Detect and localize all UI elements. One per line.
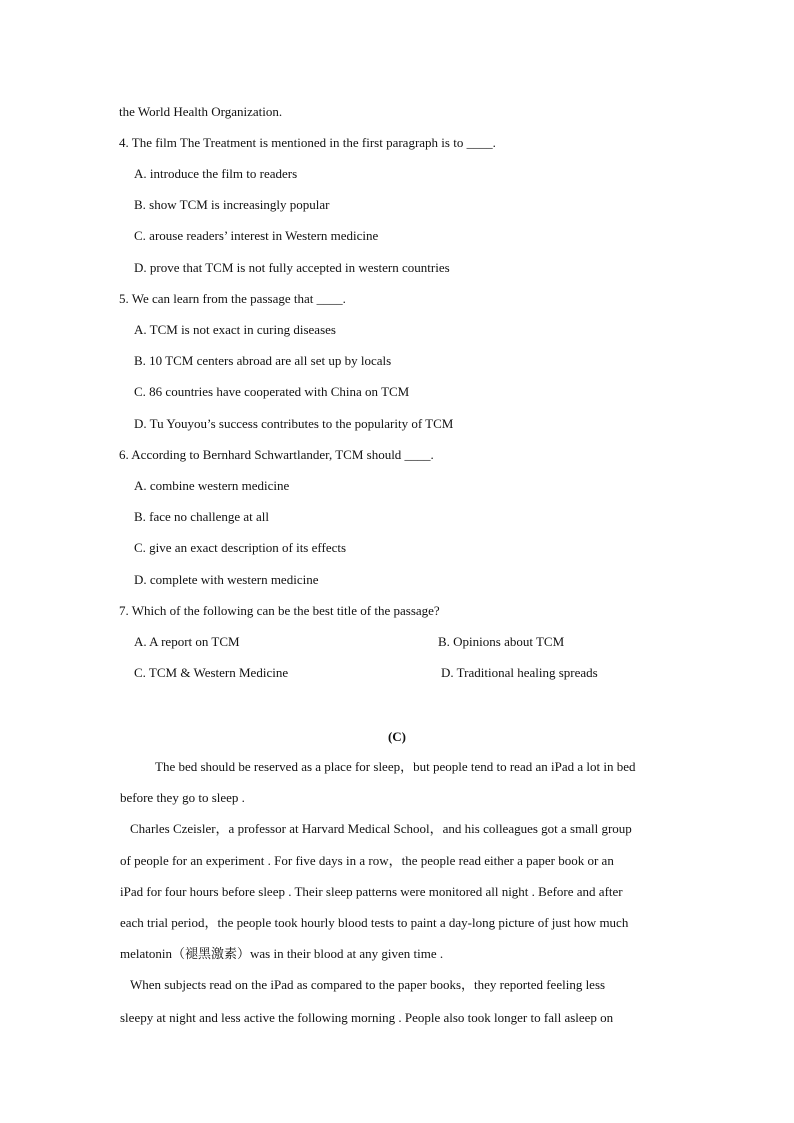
section-c-line-6: each trial period，the people took hourly blood tests to paint a day-long picture of just how much xyxy=(120,915,629,930)
section-c-line-1: The bed should be reserved as a place for sleep，but people tend to read an iPad a lot in bed xyxy=(155,759,636,774)
question-4-option-a: A. introduce the film to readers xyxy=(134,166,298,181)
question-5-option-d: D. Tu Youyou’s success contributes to the popularity of TCM xyxy=(134,416,454,431)
question-4-stem: 4. The film The Treatment is mentioned in the first paragraph is to ____. xyxy=(119,135,496,150)
question-7-option-b: B. Opinions about TCM xyxy=(438,634,565,649)
section-c-line-3: Charles Czeisler，a professor at Harvard Medical School，and his colleagues got a small group xyxy=(130,821,632,836)
section-c-line-9: sleepy at night and less active the following morning . People also took longer to fall asleep on xyxy=(120,1010,614,1025)
question-7-option-a: A. A report on TCM xyxy=(134,634,240,649)
question-7-option-d: D. Traditional healing spreads xyxy=(441,665,598,680)
passage-b-tail: the World Health Organization. xyxy=(119,104,283,119)
section-c-heading: (C) xyxy=(387,729,407,744)
question-6-option-d: D. complete with western medicine xyxy=(134,572,319,587)
question-4-option-c: C. arouse readers’ interest in Western medicine xyxy=(134,228,379,243)
section-c-line-2: before they go to sleep . xyxy=(120,790,245,805)
section-c-line-5: iPad for four hours before sleep . Their sleep patterns were monitored all night . Before and after xyxy=(120,884,623,899)
question-5-option-c: C. 86 countries have cooperated with China on TCM xyxy=(134,384,410,399)
section-c-line-7: melatonin（褪黑激素）was in their blood at any given time . xyxy=(120,946,444,961)
question-6-option-a: A. combine western medicine xyxy=(134,478,290,493)
section-c-line-4: of people for an experiment . For five days in a row，the people read either a paper book or an xyxy=(120,853,614,868)
question-7-stem: 7. Which of the following can be the best title of the passage? xyxy=(119,603,440,618)
section-c-line-8: When subjects read on the iPad as compared to the paper books，they reported feeling less xyxy=(130,977,606,992)
question-5-option-b: B. 10 TCM centers abroad are all set up by locals xyxy=(134,353,392,368)
question-4-option-d: D. prove that TCM is not fully accepted in western countries xyxy=(134,260,450,275)
question-7-option-c: C. TCM & Western Medicine xyxy=(134,665,289,680)
question-5-option-a: A. TCM is not exact in curing diseases xyxy=(134,322,336,337)
question-5-stem: 5. We can learn from the passage that ____. xyxy=(119,291,346,306)
question-6-stem: 6. According to Bernhard Schwartlander, TCM should ____. xyxy=(119,447,434,462)
question-4-option-b: B. show TCM is increasingly popular xyxy=(134,197,330,212)
question-6-option-b: B. face no challenge at all xyxy=(134,509,269,524)
question-6-option-c: C. give an exact description of its effects xyxy=(134,540,347,555)
